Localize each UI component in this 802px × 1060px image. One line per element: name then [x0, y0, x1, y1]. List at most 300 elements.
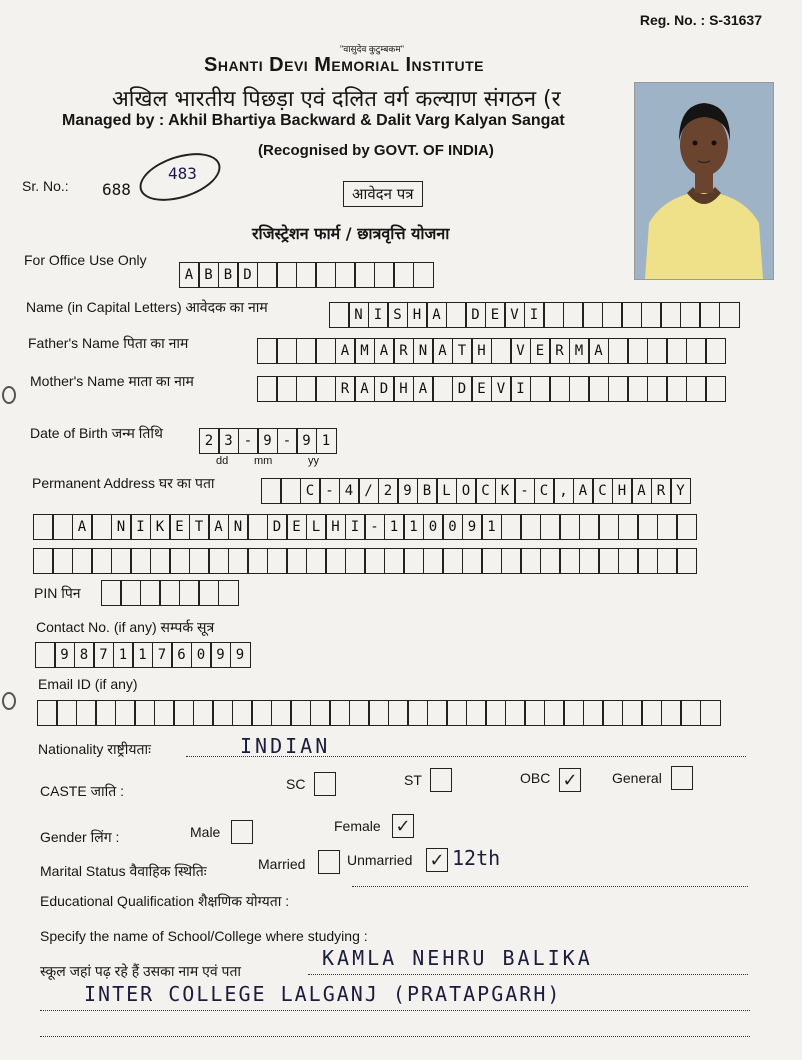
contact-field[interactable] [36, 642, 251, 668]
check-mark-icon: ✓ [395, 815, 411, 836]
char-box: A [631, 478, 652, 504]
char-box [140, 580, 161, 606]
dob-dd-hint: dd [216, 455, 229, 467]
char-box [598, 514, 619, 540]
char-box [559, 514, 580, 540]
binder-ring-icon [2, 692, 16, 710]
char-box: 0 [191, 642, 212, 668]
char-box [700, 700, 721, 726]
char-box: 9 [230, 642, 251, 668]
char-box: 6 [171, 642, 192, 668]
marital-married-label: Married [258, 856, 306, 872]
char-box: 1 [113, 642, 134, 668]
char-box: D [237, 262, 258, 288]
char-box [120, 580, 141, 606]
char-box [466, 700, 487, 726]
char-box [680, 700, 701, 726]
char-box [501, 514, 522, 540]
char-box [189, 548, 210, 574]
char-box [657, 548, 678, 574]
char-box: A [354, 376, 375, 402]
serial-value: 688 [102, 180, 131, 199]
char-box [198, 580, 219, 606]
char-box: 1 [384, 514, 405, 540]
char-box: , [553, 478, 574, 504]
char-box: 3 [218, 428, 239, 454]
char-box [212, 700, 233, 726]
char-box [647, 376, 668, 402]
char-box: O [456, 478, 477, 504]
char-box [296, 376, 317, 402]
char-box [111, 548, 132, 574]
char-box [296, 262, 317, 288]
char-box [247, 514, 268, 540]
address-field-row-3[interactable] [34, 548, 697, 574]
char-box: 8 [74, 642, 95, 668]
char-box [267, 548, 288, 574]
char-box [280, 478, 301, 504]
char-box: H [407, 302, 428, 328]
char-box: V [510, 338, 531, 364]
char-box: A [208, 514, 229, 540]
char-box: I [510, 376, 531, 402]
char-box [179, 580, 200, 606]
char-box [705, 376, 726, 402]
char-box: I [524, 302, 545, 328]
char-box: - [238, 428, 259, 454]
char-box: A [374, 338, 395, 364]
name-label: Name (in Capital Letters) आवेदक का नाम [26, 299, 268, 315]
char-box: D [452, 376, 473, 402]
char-box: D [374, 376, 395, 402]
char-box [602, 302, 623, 328]
recognition-note: (Recognised by GOVT. OF INDIA) [258, 142, 494, 159]
school-value-line-1[interactable]: KAMLA NEHRU BALIKA [322, 946, 593, 970]
gender-female-label: Female [334, 818, 381, 834]
char-box [33, 548, 54, 574]
char-box [583, 700, 604, 726]
char-box: 9 [257, 428, 278, 454]
char-box [446, 302, 467, 328]
char-box [563, 700, 584, 726]
char-box [315, 376, 336, 402]
char-box [247, 548, 268, 574]
char-box [310, 700, 331, 726]
caste-st-label: ST [404, 772, 422, 788]
marital-label: Marital Status वैवाहिक स्थितिः [40, 863, 207, 879]
char-box [413, 262, 434, 288]
char-box: 1 [403, 514, 424, 540]
char-box [368, 700, 389, 726]
char-box [315, 338, 336, 364]
serial-circled-number: 483 [168, 164, 197, 183]
char-box [345, 548, 366, 574]
char-box: 2 [378, 478, 399, 504]
char-box [446, 700, 467, 726]
binder-ring-icon [2, 386, 16, 404]
char-box [549, 376, 570, 402]
char-box [407, 700, 428, 726]
char-box: L [306, 514, 327, 540]
char-box: T [452, 338, 473, 364]
gender-female-checkbox[interactable] [392, 814, 414, 838]
char-box: C [534, 478, 555, 504]
char-box [543, 302, 564, 328]
caste-sc-label: SC [286, 776, 306, 792]
motto: "वासुदेव कुटुम्बकम" [340, 44, 404, 54]
char-box [501, 548, 522, 574]
mother-name-label: Mother's Name माता का नाम [30, 373, 194, 389]
char-box: C [475, 478, 496, 504]
char-box [530, 376, 551, 402]
char-box [91, 548, 112, 574]
char-box [35, 642, 56, 668]
char-box [622, 700, 643, 726]
char-box [485, 700, 506, 726]
char-box [462, 548, 483, 574]
char-box: 1 [316, 428, 337, 454]
char-box: 0 [423, 514, 444, 540]
char-box [676, 548, 697, 574]
char-box: D [267, 514, 288, 540]
char-box [261, 478, 282, 504]
char-box [173, 700, 194, 726]
char-box [315, 262, 336, 288]
char-box: R [549, 338, 570, 364]
char-box [641, 302, 662, 328]
char-box: N [348, 302, 369, 328]
char-box [569, 376, 590, 402]
char-box [271, 700, 292, 726]
char-box [680, 302, 701, 328]
char-box [442, 548, 463, 574]
char-box: R [651, 478, 672, 504]
char-box [384, 548, 405, 574]
char-box [427, 700, 448, 726]
char-box: E [485, 302, 506, 328]
char-box [432, 376, 453, 402]
char-box [169, 548, 190, 574]
char-box: A [573, 478, 594, 504]
char-box [540, 548, 561, 574]
registration-form-title: रजिस्ट्रेशन फार्म / छात्रवृत्ति योजना [252, 224, 450, 243]
pin-field[interactable] [102, 580, 239, 606]
school-line-1 [308, 974, 748, 975]
char-box: A [179, 262, 200, 288]
caste-obc-label: OBC [520, 770, 551, 786]
char-box [637, 514, 658, 540]
check-mark-icon: ✓ [562, 769, 578, 790]
education-label: Educational Qualification शैक्षणिक योग्यता : [40, 893, 290, 909]
char-box [559, 548, 580, 574]
char-box: M [569, 338, 590, 364]
char-box: R [335, 376, 356, 402]
check-mark-icon: ✓ [429, 849, 445, 870]
email-field[interactable] [38, 700, 721, 726]
institute-name: Shanti Devi Memorial Institute [204, 54, 485, 76]
char-box [544, 700, 565, 726]
char-box: L [436, 478, 457, 504]
char-box: H [612, 478, 633, 504]
char-box [115, 700, 136, 726]
char-box [354, 262, 375, 288]
dob-field[interactable] [200, 428, 337, 454]
char-box: C [592, 478, 613, 504]
caste-general-label: General [612, 770, 662, 786]
char-box: 1 [481, 514, 502, 540]
school-value-line-2[interactable]: INTER COLLEGE LALGANJ (PRATAPGARH) [84, 982, 562, 1006]
char-box [228, 548, 249, 574]
char-box [579, 548, 600, 574]
char-box: I [130, 514, 151, 540]
school-label: Specify the name of School/College where studying : [40, 928, 368, 944]
char-box: - [277, 428, 298, 454]
char-box [95, 700, 116, 726]
char-box [686, 376, 707, 402]
char-box [257, 262, 278, 288]
char-box [218, 580, 239, 606]
char-box [563, 302, 584, 328]
char-box [618, 514, 639, 540]
char-box: 4 [339, 478, 360, 504]
char-box: C [300, 478, 321, 504]
char-box [286, 548, 307, 574]
char-box: H [471, 338, 492, 364]
char-box [101, 580, 122, 606]
char-box: E [471, 376, 492, 402]
char-box [505, 700, 526, 726]
char-box [647, 338, 668, 364]
caste-label: CASTE जाति : [40, 783, 124, 799]
gender-male-checkbox[interactable] [231, 820, 253, 844]
char-box: I [345, 514, 366, 540]
char-box: B [218, 262, 239, 288]
char-box [676, 514, 697, 540]
char-box [257, 376, 278, 402]
char-box [306, 548, 327, 574]
caste-general-checkbox[interactable] [671, 766, 693, 790]
char-box: V [491, 376, 512, 402]
managed-by: Managed by : Akhil Bhartiya Backward & Dalit Varg Kalyan Sangat [62, 112, 565, 129]
char-box: I [368, 302, 389, 328]
organization-hindi: अखिल भारतीय पिछड़ा एवं दलित वर्ग कल्याण संगठन (र [112, 87, 561, 112]
char-box [364, 548, 385, 574]
marital-married-checkbox[interactable] [318, 850, 340, 874]
char-box: A [588, 338, 609, 364]
char-box [540, 514, 561, 540]
char-box [72, 548, 93, 574]
char-box [374, 262, 395, 288]
char-box [618, 548, 639, 574]
char-box [193, 700, 214, 726]
caste-sc-checkbox[interactable] [314, 772, 336, 796]
education-line [352, 886, 748, 887]
address-field-row-2[interactable] [34, 514, 697, 540]
dob-label: Date of Birth जन्म तिथि [30, 425, 163, 441]
applicant-photo [634, 82, 774, 280]
char-box [329, 700, 350, 726]
office-use-label: For Office Use Only [24, 252, 147, 268]
char-box: E [169, 514, 190, 540]
char-box [520, 514, 541, 540]
char-box [582, 302, 603, 328]
char-box: 2 [199, 428, 220, 454]
char-box: H [325, 514, 346, 540]
char-box [33, 514, 54, 540]
char-box [699, 302, 720, 328]
char-box: N [413, 338, 434, 364]
email-label: Email ID (if any) [38, 676, 138, 692]
char-box [329, 302, 350, 328]
char-box: 1 [132, 642, 153, 668]
char-box: H [393, 376, 414, 402]
marital-unmarried-label: Unmarried [347, 852, 413, 868]
char-box [159, 580, 180, 606]
contact-label: Contact No. (if any) सम्पर्क सूत्र [36, 619, 215, 635]
char-box: 0 [442, 514, 463, 540]
char-box [657, 514, 678, 540]
char-box [56, 700, 77, 726]
address-label: Permanent Address घर का पता [32, 475, 215, 491]
registration-number: Reg. No. : S-31637 [639, 12, 762, 28]
gender-label: Gender लिंग : [40, 829, 120, 845]
char-box: / [358, 478, 379, 504]
char-box: N [111, 514, 132, 540]
char-box [621, 302, 642, 328]
char-box: A [72, 514, 93, 540]
caste-obc-checkbox[interactable] [559, 768, 581, 792]
dob-mm-hint: mm [254, 455, 273, 467]
char-box: E [530, 338, 551, 364]
char-box [637, 548, 658, 574]
char-box [641, 700, 662, 726]
char-box [150, 548, 171, 574]
char-box: R [393, 338, 414, 364]
char-box [588, 376, 609, 402]
char-box [37, 700, 58, 726]
char-box [719, 302, 740, 328]
nationality-value[interactable]: INDIAN [240, 734, 331, 758]
char-box: N [228, 514, 249, 540]
char-box [661, 700, 682, 726]
char-box [524, 700, 545, 726]
school-line-3 [40, 1036, 750, 1037]
char-box: K [495, 478, 516, 504]
char-box: 9 [210, 642, 231, 668]
father-name-field[interactable] [258, 338, 726, 364]
gender-male-label: Male [190, 824, 221, 840]
char-box: 9 [462, 514, 483, 540]
dob-yy-hint: yy [308, 455, 319, 467]
char-box: A [413, 376, 434, 402]
char-box: - [364, 514, 385, 540]
char-box: A [426, 302, 447, 328]
char-box: A [335, 338, 356, 364]
char-box [130, 548, 151, 574]
char-box [208, 548, 229, 574]
char-box [388, 700, 409, 726]
char-box [627, 376, 648, 402]
marital-unmarried-checkbox[interactable] [426, 848, 448, 872]
char-box: 9 [296, 428, 317, 454]
char-box [666, 376, 687, 402]
char-box: - [514, 478, 535, 504]
char-box [276, 376, 297, 402]
char-box [660, 302, 681, 328]
char-box [296, 338, 317, 364]
char-box [393, 262, 414, 288]
char-box: S [387, 302, 408, 328]
mother-name-field[interactable] [258, 376, 726, 402]
char-box [491, 338, 512, 364]
char-box [349, 700, 370, 726]
char-box: A [432, 338, 453, 364]
char-box [481, 548, 502, 574]
char-box [602, 700, 623, 726]
char-box [423, 548, 444, 574]
char-box [598, 548, 619, 574]
char-box [520, 548, 541, 574]
char-box [134, 700, 155, 726]
char-box [579, 514, 600, 540]
char-box [608, 338, 629, 364]
char-box: 9 [397, 478, 418, 504]
portrait-icon [635, 83, 773, 279]
serial-label: Sr. No.: [22, 178, 69, 194]
pin-label: PIN पिन [34, 585, 81, 601]
char-box [627, 338, 648, 364]
marital-note-handwritten: 12th [452, 846, 501, 870]
char-box [154, 700, 175, 726]
char-box [276, 338, 297, 364]
char-box [232, 700, 253, 726]
char-box [335, 262, 356, 288]
char-box [52, 548, 73, 574]
address-field-row-1[interactable] [262, 478, 691, 504]
char-box: Y [670, 478, 691, 504]
char-box [257, 338, 278, 364]
char-box: 7 [93, 642, 114, 668]
char-box: V [504, 302, 525, 328]
char-box [290, 700, 311, 726]
char-box: B [417, 478, 438, 504]
office-use-boxes [180, 262, 434, 288]
char-box [76, 700, 97, 726]
nationality-label: Nationality राष्ट्रीयताः [38, 741, 151, 757]
char-box: D [465, 302, 486, 328]
application-form-title: आवेदन पत्र [343, 181, 423, 207]
char-box: - [319, 478, 340, 504]
char-box: E [286, 514, 307, 540]
name-field[interactable] [330, 302, 740, 328]
char-box [91, 514, 112, 540]
char-box: T [189, 514, 210, 540]
school-line-2 [40, 1010, 750, 1011]
char-box [52, 514, 73, 540]
char-box [325, 548, 346, 574]
char-box [403, 548, 424, 574]
char-box: 9 [54, 642, 75, 668]
char-box [705, 338, 726, 364]
school-hindi-label: स्कूल जहां पढ़ रहे हैं उसका नाम एवं पता [40, 963, 242, 979]
char-box: M [354, 338, 375, 364]
father-name-label: Father's Name पिता का नाम [28, 335, 189, 351]
char-box [251, 700, 272, 726]
char-box [686, 338, 707, 364]
char-box: K [150, 514, 171, 540]
caste-st-checkbox[interactable] [430, 768, 452, 792]
char-box: 7 [152, 642, 173, 668]
